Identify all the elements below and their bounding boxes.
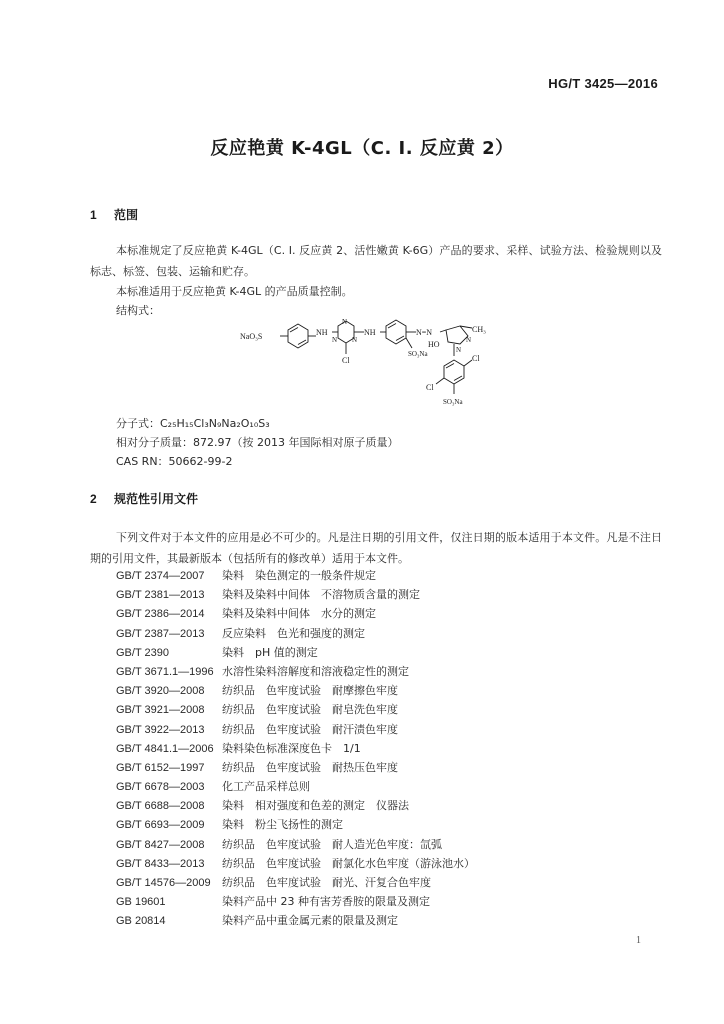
reference-item	[116, 720, 475, 739]
section-2-number: 2	[90, 492, 97, 506]
triazine-n-top: N	[342, 318, 348, 326]
reference-title: 纺织品 色牢度试验 耐人造光色牢度：氙弧	[222, 837, 442, 851]
reference-item	[116, 681, 475, 700]
reference-code: GB/T 6688—2008	[116, 800, 205, 813]
reference-title: 纺织品 色牢度试验 耐皂洗色牢度	[222, 703, 398, 717]
section-2-heading	[90, 490, 198, 507]
section-2-title: 规范性引用文件	[114, 492, 199, 506]
reference-title: 染料 染色测定的一般条件规定	[222, 569, 376, 582]
structural-formula	[240, 312, 510, 416]
reference-item	[116, 700, 475, 719]
reference-code: GB/T 8433—2013	[116, 857, 205, 870]
reference-item	[116, 739, 475, 758]
references-intro: 下列文件对于本文件的应用是必不可少的。凡是注日期的引用文件，仅注日期的版本适用于本文件。凡是不注日期的引用文件，其最新版本（包括所有的修改单）适用于本文件。	[90, 531, 662, 565]
reference-item	[116, 911, 475, 930]
hydroxy-group: HO	[428, 340, 440, 349]
reference-code: GB/T 8427—2008	[116, 838, 205, 851]
reference-code: GB/T 6678—2003	[116, 781, 205, 794]
reference-item	[116, 777, 475, 796]
chloro-left: Cl	[426, 383, 434, 392]
reference-title: 纺织品 色牢度试验 耐摩擦色牢度	[222, 684, 398, 698]
nh-group-1: NH	[316, 328, 328, 337]
page-number: 1	[636, 935, 641, 946]
reference-code: GB 20814	[116, 915, 166, 928]
sulfonate-bottom: SO₃Na	[443, 398, 463, 406]
reference-code: GB/T 2390	[116, 646, 169, 659]
molecular-weight: 相对分子质量：872.97（按 2013 年国际相对原子质量）	[116, 436, 399, 449]
reference-code: GB/T 4841.1—2006	[116, 742, 214, 755]
section-1-number: 1	[90, 208, 97, 222]
reference-title: 染料产品中重金属元素的限量及测定	[222, 914, 398, 928]
chloro-right: Cl	[472, 354, 480, 363]
reference-item	[116, 624, 475, 643]
reference-item	[116, 796, 475, 815]
methyl-group: CH₃	[472, 325, 486, 334]
reference-title: 染料 粉尘飞扬性的测定	[222, 818, 343, 832]
reference-list	[116, 566, 475, 931]
standard-code: HG/T 3425—2016	[548, 76, 658, 91]
reference-code: GB/T 2387—2013	[116, 627, 205, 640]
reference-title: 染料及染料中间体 不溶物质含量的测定	[222, 588, 420, 602]
reference-code: GB/T 2386—2014	[116, 608, 205, 621]
reference-title: 水溶性染料溶解度和溶液稳定性的测定	[222, 664, 409, 678]
pyrazole-n-1: N	[466, 336, 472, 344]
reference-title: 染料产品中 23 种有害芳香胺的限量及测定	[222, 895, 430, 909]
section-1-heading	[90, 206, 138, 223]
scope-paragraph: 本标准规定了反应艳黄 K-4GL（C. I. 反应黄 2、活性嫩黄 K-6G）产品的要求、采样、试验方法、检验规则以及标志、标签、包装、运输和贮存。	[90, 244, 662, 278]
pyrazole-ring	[446, 326, 468, 344]
reference-title: 染料 相对强度和色差的测定 仪器法	[222, 799, 409, 813]
reference-item	[116, 873, 475, 892]
nasos-group: NaO₃S	[240, 332, 263, 341]
reference-code: GB 19601	[116, 896, 166, 909]
reference-item	[116, 566, 475, 585]
reference-code: GB/T 3921—2008	[116, 704, 205, 717]
cas-number: CAS RN：50662-99-2	[116, 455, 233, 468]
reference-title: 化工产品采样总则	[222, 780, 310, 794]
reference-item	[116, 643, 475, 662]
reference-item	[116, 758, 475, 777]
document-title: 反应艳黄 K-4GL（C. I. 反应黄 2）	[210, 138, 514, 159]
reference-title: 纺织品 色牢度试验 耐氯化水色牢度（游泳池水）	[222, 856, 475, 870]
reference-item	[116, 892, 475, 911]
reference-item	[116, 662, 475, 681]
reference-item	[116, 854, 475, 873]
reference-item	[116, 604, 475, 623]
reference-title: 染料 pH 值的测定	[222, 645, 318, 659]
reference-title: 染料及染料中间体 水分的测定	[222, 607, 376, 621]
reference-code: GB/T 6152—1997	[116, 761, 205, 774]
nh-group-2: NH	[364, 328, 376, 337]
triazine-n-left: N	[332, 336, 338, 344]
reference-code: GB/T 3920—2008	[116, 685, 205, 698]
reference-item	[116, 835, 475, 854]
reference-title: 纺织品 色牢度试验 耐热压色牢度	[222, 760, 398, 774]
reference-item	[116, 815, 475, 834]
reference-code: GB/T 3671.1—1996	[116, 665, 214, 678]
structure-label: 结构式：	[116, 304, 160, 317]
section-1-title: 范围	[114, 208, 139, 222]
reference-code: GB/T 6693—2009	[116, 819, 205, 832]
molecular-formula: 分子式：C₂₅H₁₅Cl₃N₉Na₂O₁₀S₃	[116, 417, 270, 430]
reference-code: GB/T 2381—2013	[116, 589, 205, 602]
reference-code: GB/T 14576—2009	[116, 877, 211, 889]
pyrazole-n-2: N	[456, 346, 462, 354]
azo-group: N=N	[416, 328, 433, 337]
reference-code: GB/T 3922—2013	[116, 723, 205, 736]
triazine-chloro: Cl	[342, 356, 350, 365]
reference-item	[116, 585, 475, 604]
reference-code: GB/T 2374—2007	[116, 570, 205, 582]
reference-title: 纺织品 色牢度试验 耐光、汗复合色牢度	[222, 876, 431, 889]
scope-applicability: 本标准适用于反应艳黄 K-4GL 的产品质量控制。	[116, 285, 353, 298]
reference-title: 染料染色标准深度色卡 1/1	[222, 741, 361, 755]
triazine-n-right: N	[352, 336, 358, 344]
reference-title: 反应染料 色光和强度的测定	[222, 626, 365, 640]
sulfonate-middle: SO₃Na	[408, 350, 428, 358]
reference-title: 纺织品 色牢度试验 耐汗渍色牢度	[222, 722, 398, 736]
